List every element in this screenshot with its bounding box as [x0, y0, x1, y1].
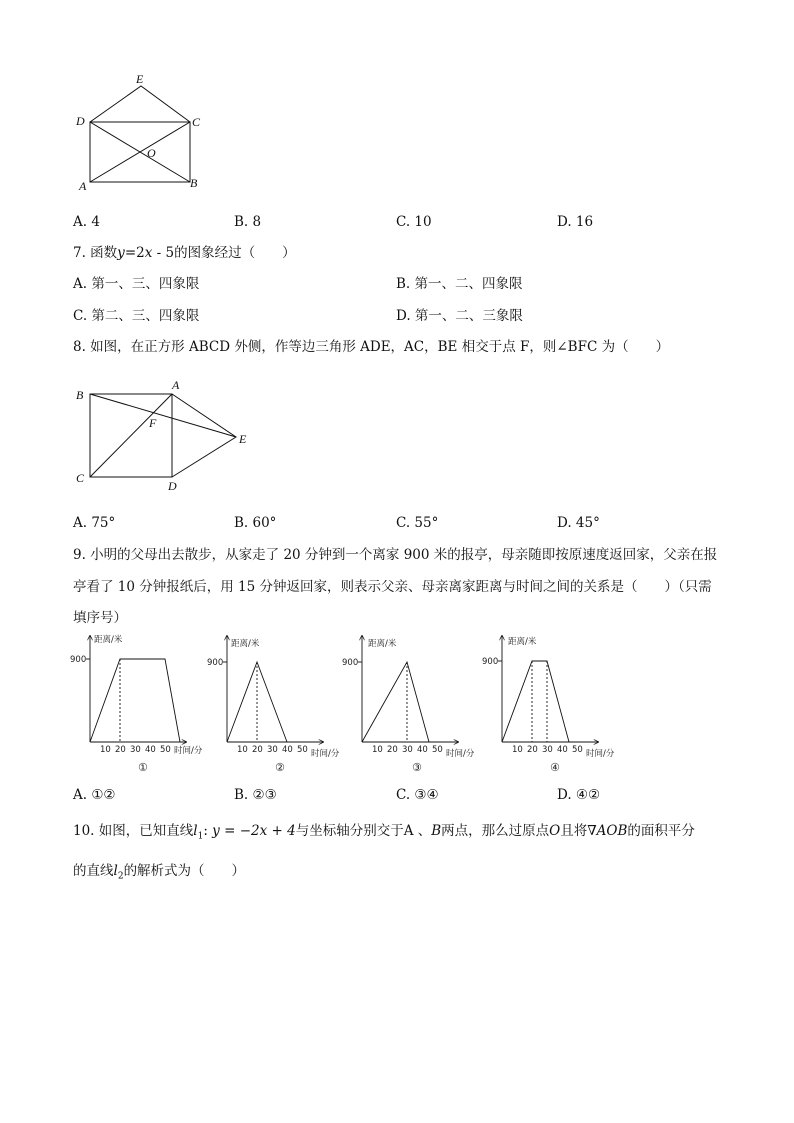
q8-stem: 8. 如图，在正方形 ABCD 外侧，作等边三角形 ADE，AC，BE 相交于点 F，则∠BFC 为（ ） — [73, 339, 670, 355]
label-c: C — [192, 115, 201, 129]
graph-3-tick-50: 50 — [432, 745, 443, 755]
q7-stem: 7. 函数y=2x - 5的图象经过（ ） — [73, 245, 296, 261]
graph-1-tick-20: 20 — [115, 745, 126, 755]
graph-2-ylabel: 距离/米 — [231, 639, 260, 649]
graph-3-name: ③ — [412, 761, 422, 774]
q7-option-d[interactable]: D. 第一、二、三象限 — [396, 308, 523, 324]
graph-3-y900: 900 — [342, 658, 359, 668]
label-b: B — [190, 176, 198, 190]
graph-4-tick-20: 20 — [527, 745, 538, 755]
label-f: F — [149, 416, 157, 430]
figure-square-abcd-triangle-ade — [70, 372, 260, 497]
q9-option-d[interactable]: D. ④② — [557, 787, 601, 803]
q8-option-d[interactable]: D. 45° — [557, 515, 600, 531]
q7-option-b[interactable]: B. 第一、二、四象限 — [396, 276, 523, 292]
graph-2-xlabel: 时间/分 — [311, 749, 340, 759]
q6-option-a[interactable]: A. 4 — [73, 214, 100, 230]
graph-3-ylabel: 距离/米 — [368, 639, 397, 649]
graph-2-tick-40: 40 — [282, 745, 293, 755]
graph-3-xlabel: 时间/分 — [446, 749, 475, 759]
graph-4-xlabel: 时间/分 — [586, 749, 615, 759]
graph-1-xlabel: 时间/分 — [174, 746, 203, 756]
graph-4-name: ④ — [550, 761, 560, 774]
label-o: O — [147, 146, 156, 160]
graph-1-tick-40: 40 — [145, 745, 156, 755]
q9-stem-line1: 9. 小明的父母出去散步，从家走了 20 分钟到一个离家 900 米的报亭，母亲随即按原速度返回家，父亲在报 — [73, 547, 718, 563]
label-e: E — [239, 432, 247, 446]
q6-option-d[interactable]: D. 16 — [557, 214, 594, 230]
graph-2-tick-50: 50 — [297, 745, 308, 755]
graph-3 — [342, 632, 487, 777]
q6-option-b[interactable]: B. 8 — [234, 214, 262, 230]
figure-rectangle-abcd — [70, 66, 220, 196]
q8-option-a[interactable]: A. 75° — [73, 515, 116, 531]
graph-1-tick-50: 50 — [160, 745, 171, 755]
q9-stem-line2: 亭看了 10 分钟报纸后，用 15 分钟返回家，则表示父亲、母亲离家距离与时间之间的关系是（ ）（只需 — [73, 579, 712, 595]
graph-1-name: ① — [138, 761, 148, 774]
q10-stem-line2: 的直线$l_2$的解析式为（ ） — [73, 863, 246, 882]
graph-3-tick-20: 20 — [387, 745, 398, 755]
graph-4-tick-30: 30 — [542, 745, 553, 755]
q7-option-c[interactable]: C. 第二、三、四象限 — [73, 308, 200, 324]
label-b: B — [76, 388, 84, 402]
q9-option-b[interactable]: B. ②③ — [234, 787, 277, 803]
q9-option-c[interactable]: C. ③④ — [396, 787, 439, 803]
q8-option-b[interactable]: B. 60° — [234, 515, 277, 531]
label-d: D — [76, 114, 85, 128]
q6-option-c[interactable]: C. 10 — [396, 214, 432, 230]
graph-3-tick-30: 30 — [402, 745, 413, 755]
graph-2-tick-30: 30 — [267, 745, 278, 755]
graph-4-ylabel: 距离/米 — [508, 637, 537, 647]
label-a: A — [172, 378, 180, 392]
graph-4-tick-10: 10 — [512, 745, 523, 755]
label-c: C — [76, 471, 85, 485]
label-e: E — [136, 72, 144, 86]
graph-1-ylabel: 距离/米 — [94, 635, 123, 645]
label-a: A — [79, 179, 87, 193]
graph-1 — [70, 632, 215, 777]
graph-1-tick-10: 10 — [100, 745, 111, 755]
graph-1-tick-30: 30 — [130, 745, 141, 755]
q10-stem-line1: 10. 如图，已知直线$l_1$: y = −2x + 4与坐标轴分别交于A 、B两点，那么过原点O且将∇AOB的面积平分 — [73, 823, 695, 842]
graph-2-tick-10: 10 — [237, 745, 248, 755]
graph-4 — [482, 632, 627, 777]
graph-2 — [207, 632, 352, 777]
q8-option-c[interactable]: C. 55° — [396, 515, 439, 531]
graph-2-tick-20: 20 — [252, 745, 263, 755]
graph-4-y900: 900 — [482, 657, 499, 667]
graph-1-y900: 900 — [70, 655, 87, 665]
label-d: D — [168, 479, 177, 493]
graph-2-y900: 900 — [207, 658, 224, 668]
graph-2-name: ② — [275, 761, 285, 774]
graph-4-tick-40: 40 — [557, 745, 568, 755]
q7-option-a[interactable]: A. 第一、三、四象限 — [73, 276, 200, 292]
graph-4-tick-50: 50 — [572, 745, 583, 755]
graph-3-tick-40: 40 — [417, 745, 428, 755]
graph-3-tick-10: 10 — [372, 745, 383, 755]
q9-option-a[interactable]: A. ①② — [73, 787, 116, 803]
q9-stem-line3: 填序号） — [73, 610, 127, 626]
